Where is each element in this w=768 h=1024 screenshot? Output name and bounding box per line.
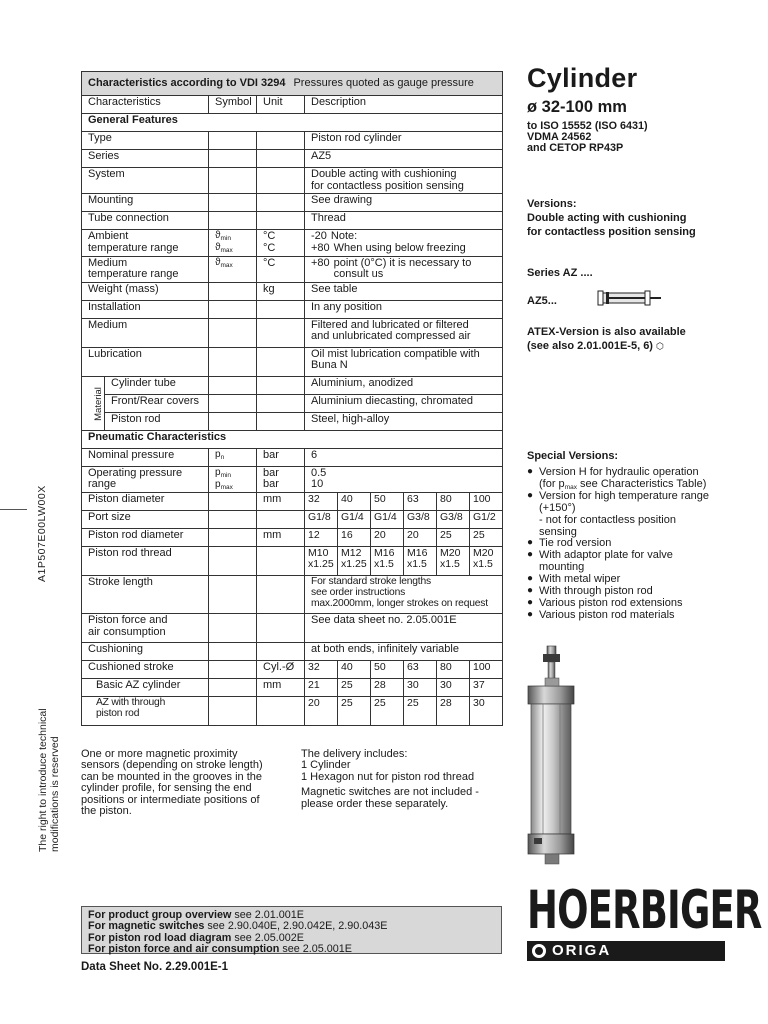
table-row: Mounting See drawing <box>82 194 503 212</box>
list-item: ● Version for high temperature range (+150°) - not for contactless position sensing <box>527 491 752 539</box>
table-row: Piston force and air consumption See data sheet no. 2.05.001E <box>82 614 503 643</box>
list-item: ● With adaptor plate for valve mounting <box>527 550 752 574</box>
list-item: ● Various piston rod extensions <box>527 598 752 610</box>
data-sheet-number: Data Sheet No. 2.29.001E-1 <box>81 961 229 973</box>
table-row: AZ with through piston rod 20 25 25 25 28 30 <box>82 697 503 726</box>
table-row: Piston rod Steel, high-alloy <box>82 412 503 430</box>
table-row: Port size G1/8 G1/4 G1/4 G3/8 G3/8 G1/2 <box>82 511 503 529</box>
list-item: ● With metal wiper <box>527 574 752 586</box>
rights-notice: The right to introduce technical modifications is reserved <box>37 708 61 852</box>
table-row: Cushioning at both ends, infinitely variable <box>82 643 503 661</box>
table-row: Medium temperature range $ϑ_{max}$ °C +80 point (0°C) it is necessary to consult us <box>82 256 503 282</box>
az5-label: AZ5... <box>527 295 557 307</box>
table-row: Nominal pressure $p_n$ bar 6 <box>82 448 503 466</box>
origa-ring-icon <box>532 944 546 958</box>
table-row: Medium Filtered and lubricated or filtered and unlubricated compressed air <box>82 318 503 347</box>
diameter-range: ø 32-100 mm <box>527 98 627 116</box>
special-versions-list <box>527 467 752 622</box>
table-row: Piston rod thread M10 x1.25 M12 x1.25 M16 x1.5 M16 x1.5 M20 x1.5 M20 x1.5 <box>82 547 503 576</box>
atex-note: ATEX-Version is also available (see also 2.01.001E-5, 6) ⬡ <box>527 326 686 352</box>
section-general: General Features <box>82 114 503 132</box>
table-row: Piston rod diameter mm 12 16 20 20 25 25 <box>82 529 503 547</box>
special-versions-title: Special Versions: <box>527 450 619 462</box>
page-title: Cylinder <box>527 63 638 93</box>
table-row: Installation In any position <box>82 300 503 318</box>
list-item: ● Tie rod version <box>527 538 752 550</box>
atex-ex-icon: ⬡ <box>656 340 664 351</box>
table-row: Tube connection Thread <box>82 212 503 230</box>
standards: to ISO 15552 (ISO 6431) VDMA 24562 and CETOP RP43P <box>527 120 648 154</box>
table-row: Cushioned stroke Cyl.-Ø 32 40 50 63 80 100 <box>82 661 503 679</box>
column-header-row: Characteristics Symbol Unit Description <box>82 96 503 114</box>
references-box: For product group overview see 2.01.001E For magnetic switches see 2.90.040E, 2.90.042E, 2.90.043E For piston rod load diagram see 2.05.002E For piston force and air consumption see 2.05.001E <box>81 906 502 954</box>
table-row: Ambient temperature range $ϑ_{min}$ $ϑ_{max}$ °C °C -20 Note: +80 When using below freezing <box>82 230 503 257</box>
mini-cylinder-icon <box>597 288 663 308</box>
table-row: Material Cylinder tube Aluminium, anodized <box>82 376 503 394</box>
table-row: Piston diameter mm 32 40 50 63 80 100 <box>82 493 503 511</box>
characteristics-table <box>81 71 503 726</box>
delivery-note: The delivery includes: 1 Cylinder 1 Hexagon nut for piston rod thread Magnetic switches are not included - please order these separately. <box>301 748 479 810</box>
list-item: ● Version H for hydraulic operation (for $p_{max}$ see Characteristics Table) <box>527 467 752 491</box>
table-row: Basic AZ cylinder mm 21 25 28 30 30 37 <box>82 679 503 697</box>
hoerbiger-origa-logo: HOERBIGER ORIGA <box>527 885 725 929</box>
table-row: Lubrication Oil mist lubrication compatible with Buna N <box>82 347 503 376</box>
document-code: A1P507E00LW00X <box>36 485 48 582</box>
table-row: Operating pressure range $p_{min}$ $p_{max}$ bar bar 0.5 10 <box>82 466 503 493</box>
table-row: Series AZ5 <box>82 150 503 168</box>
table-row: Stroke length For standard stroke lengths see order instructions max.2000mm, longer strokes on request <box>82 576 503 614</box>
table-row: Front/Rear covers Aluminium diecasting, chromated <box>82 394 503 412</box>
series-label: Series AZ .... <box>527 267 593 279</box>
origa-bar: ORIGA <box>527 941 725 961</box>
material-label-cell: Material <box>82 376 105 430</box>
list-item: ● Various piston rod materials <box>527 610 752 622</box>
table-row: System Double acting with cushioning for contactless position sensing <box>82 168 503 194</box>
table-header-row: Characteristics according to VDI 3294 Pressures quoted as gauge pressure <box>82 72 503 96</box>
cylinder-product-image <box>522 642 582 868</box>
table-row: Weight (mass) kg See table <box>82 282 503 300</box>
sensor-note: One or more magnetic proximity sensors (depending on stroke length) can be mounted in the grooves in the cylinder profile, for sensing the end positions or intermediate positions of the piston. <box>81 748 263 818</box>
versions-text: Versions: Double acting with cushioning for contactless position sensing <box>527 198 696 238</box>
list-item: ● With through piston rod <box>527 586 752 598</box>
margin-rule <box>0 509 27 510</box>
table-row: Type Piston rod cylinder <box>82 132 503 150</box>
section-pneumatic: Pneumatic Characteristics <box>82 430 503 448</box>
